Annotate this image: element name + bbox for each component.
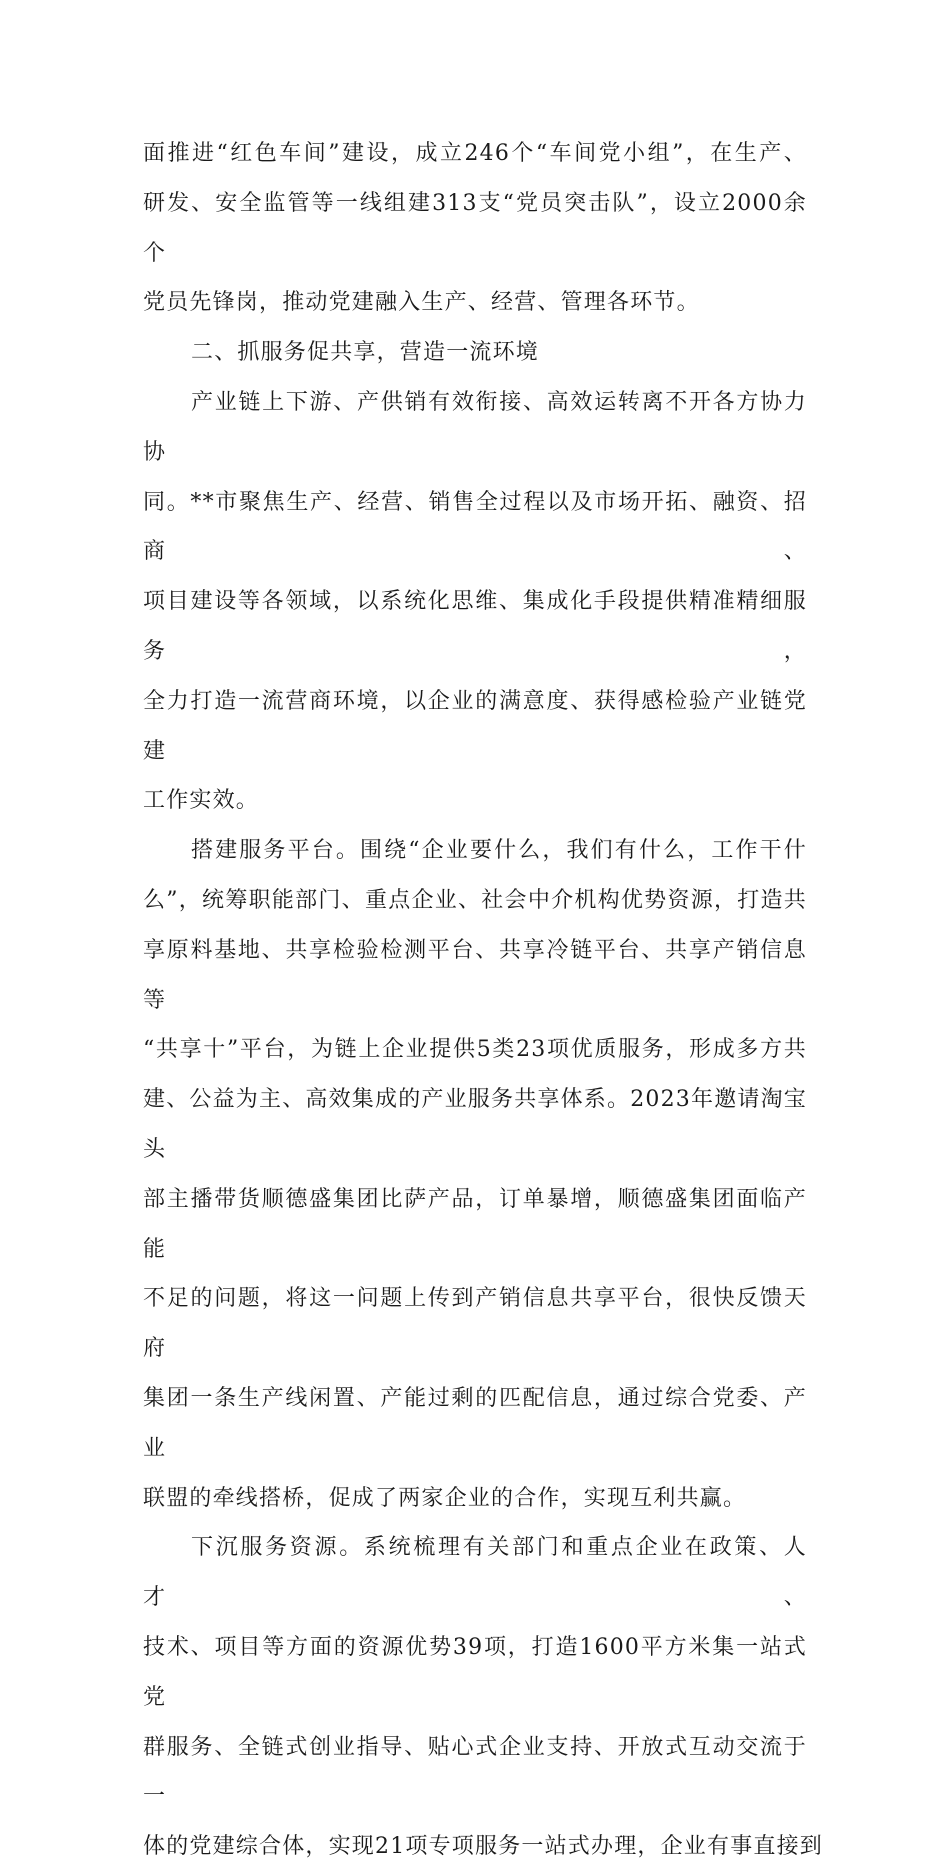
document-body: [143, 129, 823, 1872]
text-line: 建、公益为主、高效集成的产业服务共享体系。2023年邀请淘宝头: [143, 1087, 807, 1162]
paragraph-p4: [143, 826, 807, 1523]
text-line: 么”，统筹职能部门、重点企业、社会中介机构优势资源，打造共: [143, 887, 807, 913]
paragraph-p1: [143, 129, 807, 328]
text-line: 党员先锋岗，推动党建融入生产、经营、管理各环节。: [143, 290, 700, 316]
text-line: 体的党建综合体，实现21项专项服务一站式办理，企业有事直接到: [143, 1834, 823, 1860]
text-line: 项目建设等各领域，以系统化思维、集成化手段提供精准精细服务，: [143, 589, 807, 664]
text-line: 全力打造一流营商环境，以企业的满意度、获得感检验产业链党建: [143, 688, 807, 764]
text-line: 工作实效。: [143, 788, 260, 814]
text-line: 产业链上下游、产供销有效衔接、高效运转离不开各方协力协: [143, 389, 807, 465]
text-line: 群服务、全链式创业指导、贴心式企业支持、开放式互动交流于一: [143, 1734, 807, 1810]
text-line: 不足的问题，将这一问题上传到产销信息共享平台，很快反馈天府: [143, 1286, 807, 1362]
text-line: 集团一条生产线闲置、产能过剩的匹配信息，通过综合党委、产业: [143, 1385, 807, 1461]
text-line: 面推进“红色车间”建设，成立246个“车间党小组”，在生产、: [143, 141, 807, 166]
text-line: 二、抓服务促共享，营造一流环境: [191, 340, 540, 366]
text-line: 部主播带货顺德盛集团比萨产品，订单暴增，顺德盛集团面临产能: [143, 1186, 807, 1262]
paragraph-p3: [143, 378, 807, 826]
text-line: 联盟的牵线搭桥，促成了两家企业的合作，实现互利共赢。: [143, 1485, 747, 1511]
paragraph-p5: [143, 1523, 823, 1872]
text-line: “共享十”平台，为链上企业提供5类23项优质服务，形成多方共: [143, 1037, 807, 1063]
paragraph-p2: [143, 328, 807, 378]
text-line: 同。**市聚焦生产、经营、销售全过程以及市场开拓、融资、招商、: [143, 489, 807, 565]
text-line: 技术、项目等方面的资源优势39项，打造1600平方米集一站式党: [143, 1634, 807, 1710]
text-line: 搭建服务平台。围绕“企业要什么，我们有什么，工作干什: [191, 838, 807, 864]
text-line: 下沉服务资源。系统梳理有关部门和重点企业在政策、人才、: [143, 1535, 807, 1611]
text-line: 享原料基地、共享检验检测平台、共享冷链平台、共享产销信息等: [143, 937, 807, 1013]
text-line: 研发、安全监管等一线组建313支“党员突击队”，设立2000余个: [143, 190, 807, 266]
